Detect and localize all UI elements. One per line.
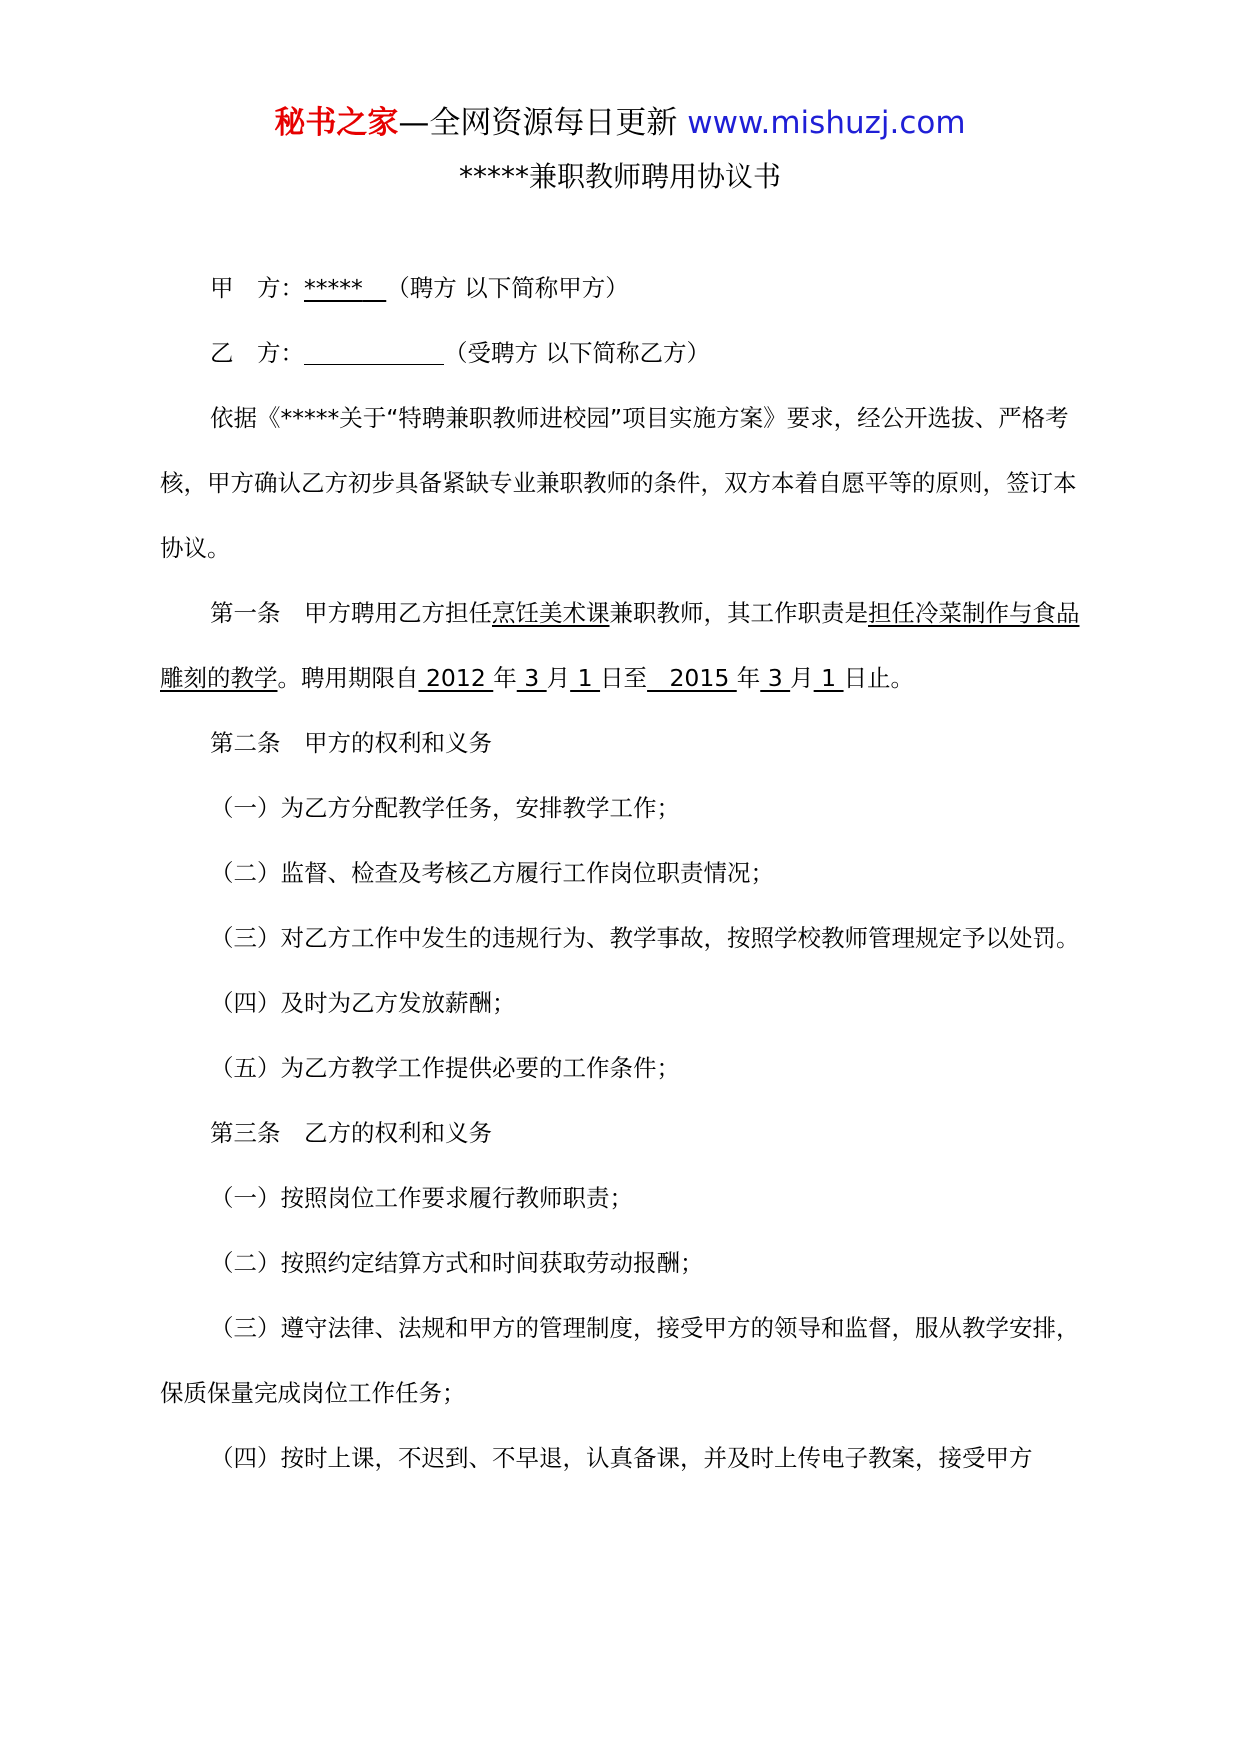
- party-b-note: （受聘方 以下简称乙方）: [444, 339, 710, 367]
- end-month: 3: [760, 664, 791, 692]
- article-2-heading: 第二条 甲方的权利和义务: [210, 729, 492, 757]
- article-3-item-3: （三）遵守法律、法规和甲方的管理制度，接受甲方的领导和监督，服从教学安排，保质保量完成岗位工作任务；: [160, 1314, 1080, 1407]
- end-year: 2015: [647, 664, 737, 692]
- article-2-item-3: （三）对乙方工作中发生的违规行为、教学事故，按照学校教师管理规定予以处罚。: [210, 924, 1080, 952]
- start-year: 2012: [418, 664, 494, 692]
- day-label-2: 日止。: [843, 664, 915, 692]
- article-3-heading: 第三条 乙方的权利和义务: [210, 1119, 492, 1147]
- intro-paragraph: 依据《*****关于“特聘兼职教师进校园”项目实施方案》要求，经公开选拔、严格考核，甲方确认乙方初步具备紧缺专业兼职教师的条件，双方本着自愿平等的原则，签订本协议。: [160, 404, 1077, 562]
- start-day: 1: [570, 664, 601, 692]
- article-2-item-4: （四）及时为乙方发放薪酬；: [210, 989, 516, 1017]
- party-a-note: （聘方 以下简称甲方）: [386, 274, 629, 302]
- article-3-item-1: （一）按照岗位工作要求履行教师职责；: [210, 1184, 633, 1212]
- year-label-1: 年: [493, 664, 517, 692]
- brand-name: 秘书之家: [274, 105, 399, 141]
- document-title: *****兼职教师聘用协议书: [458, 160, 781, 193]
- party-a-value: *****: [304, 274, 363, 302]
- month-label-1: 月: [546, 664, 571, 692]
- article-2-item-5: （五）为乙方教学工作提供必要的工作条件；: [210, 1054, 680, 1082]
- article-1-prefix: 第一条 甲方聘用乙方担任: [210, 599, 492, 627]
- party-b-blank: [304, 340, 444, 365]
- header-banner: [0, 100, 1240, 146]
- year-label-2: 年: [736, 664, 761, 692]
- article-3-item-4: （四）按时上课，不迟到、不早退，认真备课，并及时上传电子教案，接受甲方: [210, 1444, 1033, 1472]
- article-3-item-2: （二）按照约定结算方式和时间获取劳动报酬；: [210, 1249, 704, 1277]
- article-2-item-2: （二）监督、检查及考核乙方履行工作岗位职责情况；: [210, 859, 774, 887]
- article-1-mid: 兼职教师，其工作职责是: [609, 599, 868, 627]
- course-name: 烹饪美术课: [492, 599, 610, 627]
- day-label-1: 日至: [600, 664, 648, 692]
- party-b-line: [160, 321, 1090, 386]
- article-1: [160, 581, 1090, 711]
- slogan: —全网资源每日更新: [398, 105, 678, 141]
- document-body: [160, 256, 1090, 1491]
- party-a-label: 甲 方：: [210, 274, 304, 302]
- month-label-2: 月: [790, 664, 814, 692]
- article-2-item-1: （一）为乙方分配教学任务，安排教学工作；: [210, 794, 680, 822]
- party-a-line: [160, 256, 1090, 321]
- job-duty: 担任冷菜制作与食品雕刻的教学: [160, 599, 1080, 692]
- party-b-label: 乙 方：: [210, 339, 304, 367]
- start-month: 3: [516, 664, 547, 692]
- period-prefix: 。聘用期限自: [277, 664, 419, 692]
- end-day: 1: [813, 664, 844, 692]
- website-link[interactable]: www.mishuzj.com: [687, 105, 966, 141]
